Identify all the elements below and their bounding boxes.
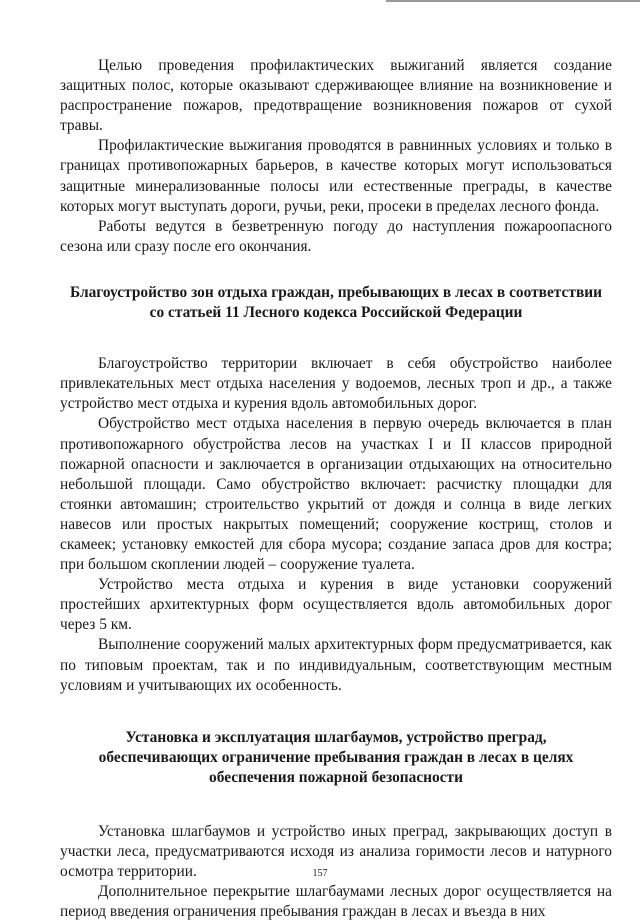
paragraph: Благоустройство территории включает в себя обустройство наиболее привлекательных мест отдыха населения у водоемов, лесных троп и др., а также устройство мест отдыха и курения вдоль автомобильных дорог. xyxy=(60,355,612,413)
top-rule xyxy=(386,0,640,2)
section-heading-recreation-zones: Благоустройство зон отдыха граждан, пребывающих в лесах в соответствии со статьей 11 Лесного кодекса Российской Федерации xyxy=(70,283,602,322)
section-recreation-zones xyxy=(60,354,612,696)
section-prophylactic-burning xyxy=(60,56,612,257)
paragraph: Работы ведутся в безветренную погоду до наступления пожароопасного сезона или сразу после его окончания. xyxy=(60,217,612,255)
paragraph: Обустройство мест отдыха населения в первую очередь включается в план противопожарного обустройства лесов на участках I и II классов природной пожарной опасности и заключается в организации отдыхающих на относительно небольшой площади. Само обустройство включает: расчистку площадки для стоянки автомашин; строительство укрытий от дождя и солнца в виде легких навесов или простых накрытых помещений; сооружение кострищ, столов и скамеек; установку емкостей для сбора мусора; создание запаса дров для костра; при большом скоплении людей – сооружение туалета. xyxy=(60,415,612,574)
paragraph: Целью проведения профилактических выжиганий является создание защитных полос, которые оказывают сдерживающее влияние на возникновение и распространение пожаров, предотвращение возникновения пожаров от сухой травы. xyxy=(60,57,612,135)
paragraph: Профилактические выжигания проводятся в равнинных условиях и только в границах противопожарных барьеров, в качестве которых могут использоваться защитные минерализованные полосы или естественные преграды, в качестве которых могут выступать дороги, ручьи, реки, просеки в пределах лесного фонда. xyxy=(60,137,612,215)
paragraph: Устройство места отдыха и курения в виде установки сооружений простейших архитектурных форм осуществляется вдоль автомобильных дорог через 5 км. xyxy=(60,576,612,634)
page-number: 157 xyxy=(312,868,328,879)
document-page xyxy=(60,56,612,922)
section-heading-barriers: Установка и эксплуатация шлагбаумов, устройство преград, обеспечивающих ограничение пребывания граждан в лесах в целях обеспечения пожарной безопасности xyxy=(98,728,574,786)
paragraph: Выполнение сооружений малых архитектурных форм предусматривается, как по типовым проектам, так и по индивидуальным, соответствующим местным условиям и учитывающих их особенность. xyxy=(60,636,612,694)
paragraph: Дополнительное перекрытие шлагбаумами лесных дорог осуществляется на период введения ограничения пребывания граждан в лесах и въезда в них xyxy=(60,883,612,921)
paragraph: Установка шлагбаумов и устройство иных преград, закрывающих доступ в участки леса, предусматриваются исходя из анализа горимости лесов и натурного осмотра территории. xyxy=(60,823,612,881)
